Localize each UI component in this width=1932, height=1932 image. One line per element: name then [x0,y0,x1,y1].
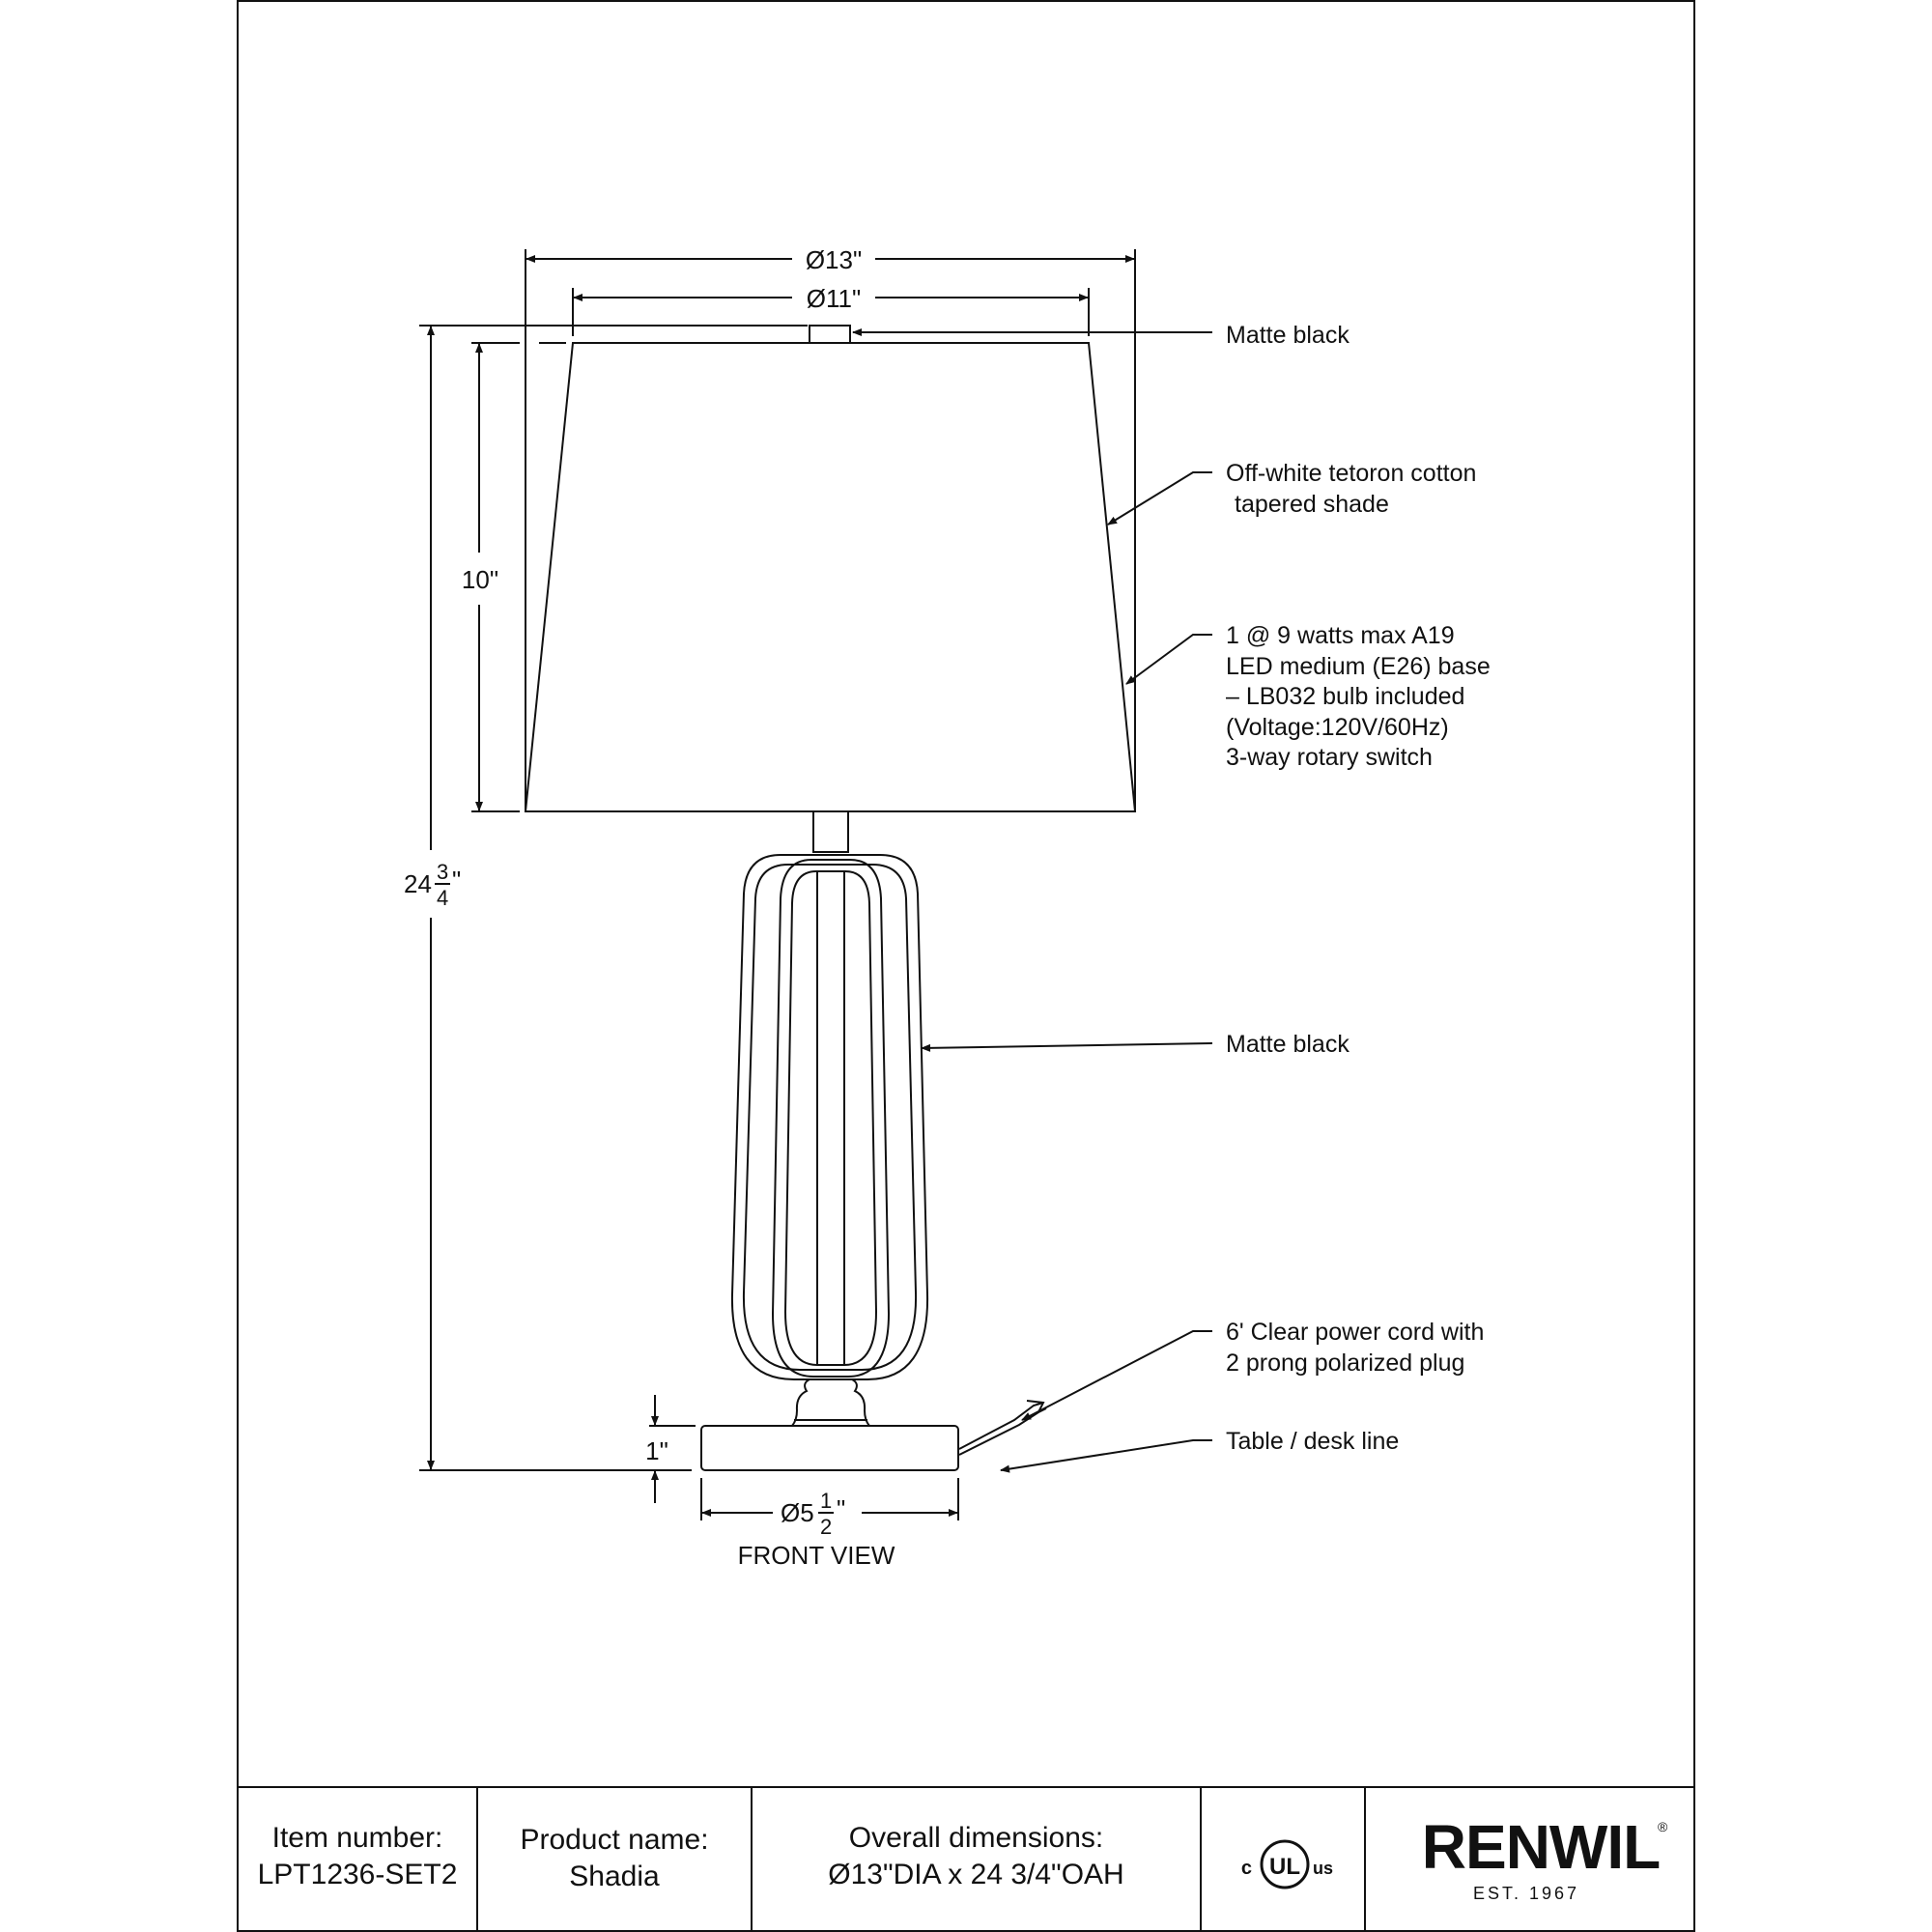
brand-established: EST. 1967 [1472,1884,1580,1903]
dim-base-diameter-numerator: 1 [820,1489,833,1513]
dim-overall-height [404,860,461,910]
item-number-cell [238,1820,477,1893]
product-name-label: Product name: [520,1824,709,1856]
item-number-value: LPT1236-SET2 [257,1859,458,1890]
view-label: FRONT VIEW [737,1541,895,1570]
dim-shade-top-diameter: Ø11" [806,284,862,313]
ul-certification-mark [1241,1841,1333,1888]
overall-dimensions-cell [752,1820,1201,1893]
finial [810,326,850,343]
dim-base-diameter-unit: " [837,1494,846,1523]
product-name-cell [477,1822,752,1895]
callout-cord [1226,1319,1484,1377]
callout-bulb-line4: (Voltage:120V/60Hz) [1226,714,1449,741]
lamp-body-outer-frame [732,855,927,1379]
dimension-lines [419,249,1135,1520]
dim-base-diameter-whole: Ø5 [781,1498,814,1527]
callout-bulb-line3: – LB032 bulb included [1226,683,1465,710]
callout-bulb-line5: 3-way rotary switch [1226,744,1433,771]
callout-shade-line2: tapered shade [1235,491,1389,518]
callout-table-line: Table / desk line [1226,1428,1400,1455]
callout-bulb [1226,622,1491,771]
dim-overall-height-denominator: 4 [437,886,449,910]
ul-mark-us: us [1313,1859,1334,1878]
dim-overall-height-whole: 24 [404,869,432,898]
lamp-neck [813,811,848,852]
brand-wordmark: RENWIL [1421,1812,1661,1882]
callout-cord-line1: 6' Clear power cord with [1226,1319,1485,1346]
renwil-logo [1422,1812,1668,1903]
dim-base-diameter [781,1489,845,1539]
dim-overall-height-unit: " [452,866,462,895]
sheet-border [238,1,1694,1931]
callout-body: Matte black [1226,1031,1350,1058]
power-cord [959,1403,1046,1455]
callout-bulb-line2: LED medium (E26) base [1226,653,1491,680]
callout-shade [1226,460,1476,518]
ul-mark-c: c [1240,1858,1252,1879]
lamp-base [701,1426,958,1470]
lamp-foot-collar [792,1379,869,1426]
item-number-label: Item number: [271,1822,443,1854]
callout-cord-line2: 2 prong polarized plug [1226,1350,1465,1377]
callout-finial: Matte black [1226,322,1350,349]
dim-overall-height-numerator: 3 [437,860,449,884]
dim-base-diameter-denominator: 2 [820,1515,833,1539]
brand-registered-mark: ® [1658,1819,1668,1834]
dim-shade-bottom-diameter: Ø13" [805,245,863,274]
lamp-front-view [526,326,1135,1470]
dim-base-height: 1" [645,1436,668,1465]
callout-shade-line1: Off-white tetoron cotton [1226,460,1477,487]
dim-shade-height: 10" [461,565,499,594]
lamp-body-inner-frame [773,860,889,1377]
overall-dimensions-value: Ø13"DIA x 24 3/4"OAH [828,1859,1124,1890]
lamp-shade [526,343,1135,811]
ul-mark-text: UL [1269,1854,1300,1880]
product-name-value: Shadia [569,1861,660,1892]
callout-bulb-line1: 1 @ 9 watts max A19 [1226,622,1455,649]
overall-dimensions-label: Overall dimensions: [848,1822,1104,1854]
